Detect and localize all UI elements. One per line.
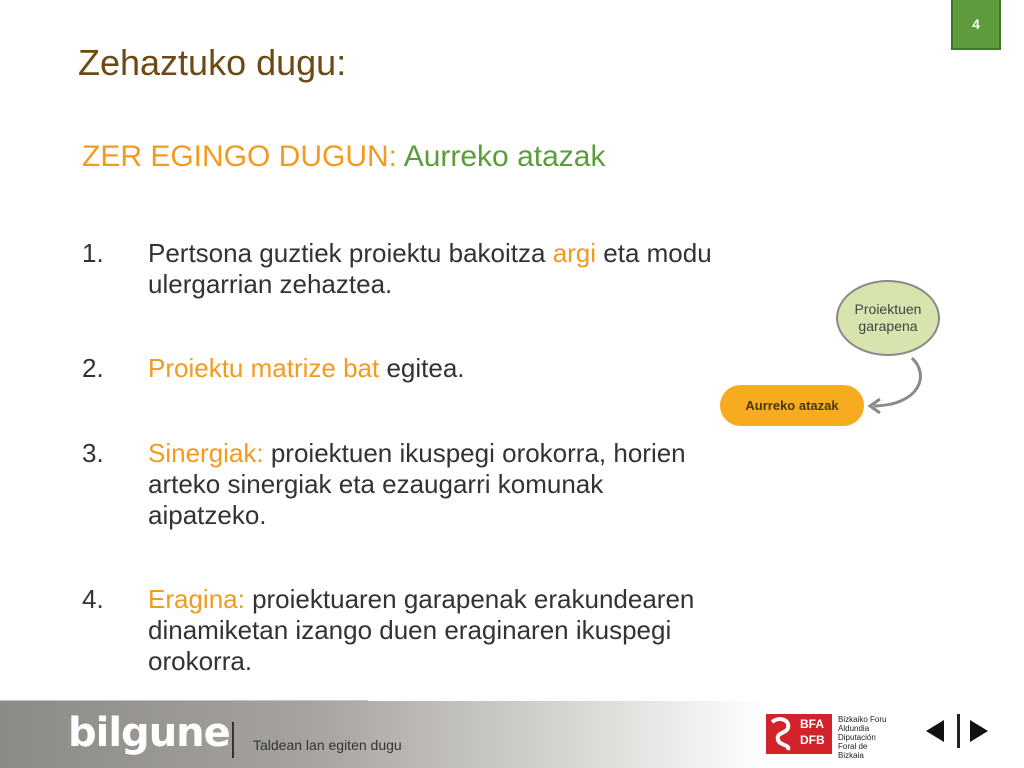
subtitle-highlight: ZER EGINGO DUGUN:	[82, 140, 398, 173]
item-text-post: egitea.	[379, 353, 465, 383]
nav-separator	[957, 714, 960, 748]
bfa-caption: Bizkaiko Foru Aldundia Diputación Foral de Bizkaia	[838, 715, 887, 760]
triangle-left-icon[interactable]	[922, 717, 948, 745]
item-text	[148, 353, 722, 384]
item-number: 1.	[82, 238, 104, 268]
item-text-post: proiektuaren garapenak erakundearen dinamiketan izango duen eraginaren ikuspegi orokorra.	[148, 584, 695, 676]
bilgune-logo: bilgune	[68, 710, 230, 756]
slide-title: Zehaztuko dugu:	[78, 42, 347, 83]
curved-arrow-icon	[860, 350, 940, 420]
item-number: 4.	[82, 584, 104, 614]
item-number: 3.	[82, 438, 104, 468]
footer-slogan: Taldean lan egiten dugu	[253, 737, 402, 753]
bfa-emblem-icon	[766, 714, 796, 754]
list-item	[82, 238, 722, 300]
item-text	[148, 238, 722, 300]
list-item	[82, 584, 722, 677]
item-text-post: proiektuen ikuspegi orokorra, horien arteko sinergiak eta ezaugarri komunak aipatzeko.	[148, 438, 686, 530]
item-highlight: Eragina:	[148, 584, 245, 614]
item-highlight: Sinergiak:	[148, 438, 264, 468]
item-text	[148, 438, 722, 531]
slide-subtitle	[82, 140, 605, 174]
slide-number: 4	[951, 0, 1001, 50]
footer-divider	[232, 722, 234, 758]
triangle-right-icon[interactable]	[966, 717, 992, 745]
diagram-pill: Aurreko atazak	[720, 385, 864, 426]
item-highlight: argi	[552, 238, 597, 268]
item-text	[148, 584, 722, 677]
list-item	[82, 353, 722, 384]
diagram-circle	[836, 280, 940, 356]
item-text-post: eta modu ulergarrian zehaztea.	[148, 238, 712, 299]
circle-label: Proiektuen garapena	[854, 301, 922, 334]
item-highlight: Proiektu matrize bat	[148, 353, 380, 383]
item-text-pre: Pertsona guztiek proiektu bakoitza	[148, 238, 553, 268]
list-item	[82, 438, 722, 531]
item-number: 2.	[82, 353, 104, 383]
bfa-logo-text: BFA DFB	[800, 717, 825, 747]
subtitle-rest: Aurreko atazak	[397, 140, 606, 173]
